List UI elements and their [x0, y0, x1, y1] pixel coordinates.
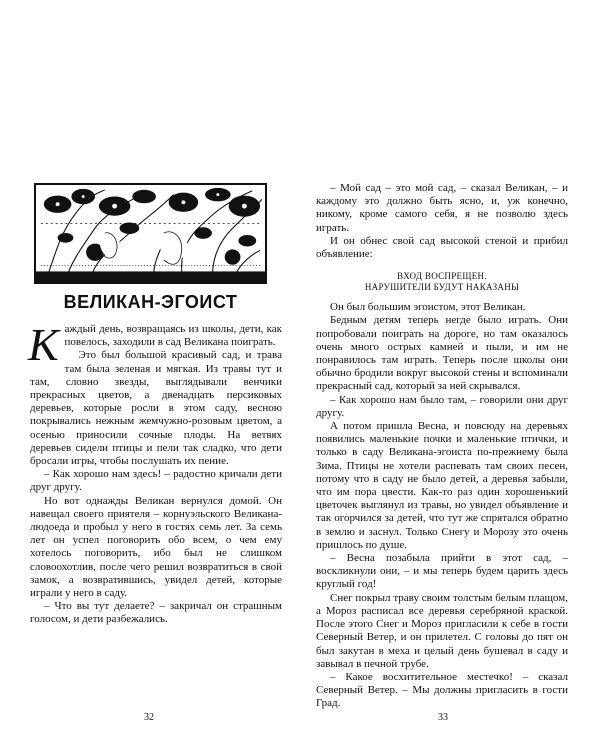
paragraph: Снег покрыл траву своим толстым белым плащом, а Мороз расписал все деревья серебряной краской. После этого Снег и Мороз пригласили к себе в гости Северный Ветер, и он прилетел. С головы до пят он был закутан в меха и целый день бушевал в саду и завывал в печной трубе. — [316, 591, 568, 670]
story-title: ВЕЛИКАН-ЭГОИСТ — [63, 292, 238, 312]
garden-illustration — [34, 183, 267, 284]
paragraph: Но вот однажды Великан вернулся домой. Он навещал своего приятеля – корнуэльского Великана-людоеда и пробыл у него в гостях семь лет. За семь лет он успел поговорить обо всем, о чем ему хотелось поговорить, ибо был не слишком словоохотлив, после чего решил возвратиться в свой замок, а возвратившись, увидел детей, которые играли у него в саду. — [30, 494, 282, 600]
paragraph: – Как хорошо нам здесь! – радостно кричали дети друг другу. — [30, 468, 282, 494]
notice-line: ВХОД ВОСПРЕЩЕН. — [397, 271, 487, 282]
paragraph: – Какое восхитительное местечко! – сказал Северный Ветер. – Мы должны пригласить в гости Град. — [316, 670, 568, 710]
notice-line: НАРУШИТЕЛИ БУДУТ НАКАЗАНЫ — [364, 282, 520, 293]
page-number: 32 — [144, 712, 154, 723]
paragraph: – Весна позабыла прийти в этот сад, – воскликнули они, – и мы теперь будем царить здесь круглый год! — [316, 552, 568, 591]
paragraph: И он обнес свой сад высокой стеной и прибил объявление: — [316, 234, 568, 261]
paragraph: – Что вы тут делаете? – закричал он страшным голосом, и дети разбежались. — [30, 600, 282, 626]
paragraph: – Как хорошо нам было там, – говорили они друг другу. — [316, 393, 568, 419]
paragraph: Бедным детям теперь негде было играть. Они попробовали поиграть на дороге, но там оказалось очень много острых камней и пыли, и им не понравилось там играть. Теперь после школы они обычно бродили вокруг высокой стены и вспоминали прекрасный сад, который за ней скрывался. — [316, 314, 568, 393]
right-page — [300, 0, 600, 750]
left-text-column — [28, 319, 282, 627]
paragraph: А потом пришла Весна, и повсюду на деревьях появились маленькие почки и маленькие птички, и только в саду Великана-эгоиста по-прежнему была Зима. Птицы не хотели распевать там своих песен, потому что в саду не было детей, а деревья забыли, что им пора цвести. Как-то раз один хорошенький цветочек выглянул из травы, но увидел объявление и так огорчился за детей, что тут же спрятался обратно в землю и заснул. Только Снегу и Морозу это очень пришлось по душе. — [316, 420, 568, 551]
first-paragraph — [28, 319, 282, 370]
drop-cap: К — [28, 319, 59, 370]
paragraph: – Мой сад – это мой сад, – сказал Великан, – и каждому это должно быть ясно, и, уж конечно, никому, кроме самого себя, я не позволю здесь играть. — [316, 182, 568, 234]
first-paragraph-text: аждый день, возвращаясь из школы, дети, как повелось, заходили в сад Великана поиграть. — [64, 323, 282, 349]
paragraph: Он был большим эгоистом, этот Великан. — [330, 301, 526, 314]
page-number: 33 — [438, 712, 448, 723]
paragraph: Это был большой красивый сад, и трава там была зеленая и мягкая. Из травы тут и там, словно звезды, выглядывали венчики прекрасных цветов, а двенадцать персиковых деревьев, которые росли в этом саду, весною покрывались нежным жемчужно-розовым цветом, а осенью приносили сочные плоды. На ветвях деревьев сидели птицы и пели так сладко, что дети бросали игры, чтобы послушать их пение. — [30, 349, 282, 468]
